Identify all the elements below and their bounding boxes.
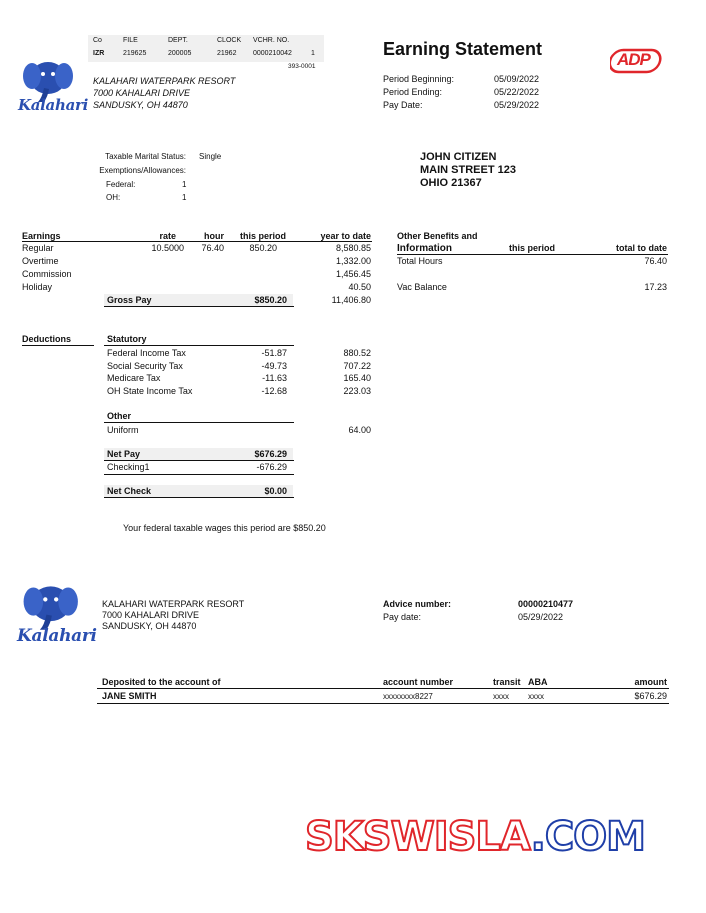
earnings-row-label: Holiday xyxy=(22,282,53,292)
watermark-part2: .COM xyxy=(530,814,645,860)
benefits-col-period: this period xyxy=(509,243,556,253)
gross-pay-label: Gross Pay xyxy=(107,295,152,305)
period-begin-value: 05/09/2022 xyxy=(494,74,540,84)
code-value-seq: 1 xyxy=(311,50,315,57)
deduction-row-label: Medicare Tax xyxy=(107,373,161,383)
benefits-row-label: Vac Balance xyxy=(397,282,447,292)
benefits-col-total: total to date xyxy=(616,243,667,253)
employee-city: OHIO 21367 xyxy=(420,177,482,189)
checking-rule xyxy=(104,474,294,475)
advice-company-city: SANDUSKY, OH 44870 xyxy=(102,621,197,631)
period-end-label: Period Ending: xyxy=(383,87,443,97)
company-name: KALAHARI WATERPARK RESORT xyxy=(93,76,236,86)
code-label-clock: CLOCK xyxy=(217,37,242,44)
earnings-header-ytd: year to date xyxy=(320,231,371,241)
benefits-row-label: Total Hours xyxy=(397,256,443,266)
net-pay-rule xyxy=(104,460,294,461)
watermark xyxy=(305,814,645,860)
employee-street: MAIN STREET 123 xyxy=(420,164,516,176)
earnings-header-period: this period xyxy=(239,231,286,241)
code-label-vchr: VCHR. NO. xyxy=(253,37,290,44)
deposit-row-name: JANE SMITH xyxy=(102,691,157,701)
code-label-dept: DEPT. xyxy=(168,37,188,44)
deduction-row-period: -12.68 xyxy=(261,386,287,396)
company-logo-bottom xyxy=(16,582,97,648)
period-end-value: 05/22/2022 xyxy=(494,87,540,97)
deposit-header-transit: transit xyxy=(493,677,521,687)
net-check-label: Net Check xyxy=(107,486,152,496)
taxable-wages-note: Your federal taxable wages this period are $850.20 xyxy=(123,523,326,533)
deduction-row-period: -11.63 xyxy=(262,373,287,383)
advice-company-name: KALAHARI WATERPARK RESORT xyxy=(102,599,245,609)
earnings-header-label: Earnings xyxy=(22,231,61,241)
deduction-row-label: Uniform xyxy=(107,425,139,435)
code-value-co: IZR xyxy=(93,50,105,57)
deduction-row-ytd: 223.03 xyxy=(343,386,371,396)
oh-value: 1 xyxy=(182,193,187,202)
checking-value: -676.29 xyxy=(256,462,287,472)
code-label-file: FILE xyxy=(123,37,138,44)
company-logo-text: Kalahari xyxy=(17,626,97,646)
code-value-clock: 21962 xyxy=(217,50,237,57)
company-logo xyxy=(16,58,86,118)
advice-number-label: Advice number: xyxy=(383,599,452,609)
deposit-header-rule xyxy=(97,688,669,689)
earnings-row-ytd: 1,456.45 xyxy=(335,269,371,279)
benefits-header-rule xyxy=(397,254,668,255)
net-pay-value: $676.29 xyxy=(254,449,287,459)
deductions-label-rule xyxy=(22,345,94,346)
earnings-row-period: 850.20 xyxy=(249,243,277,253)
earnings-row-ytd: 40.50 xyxy=(348,282,371,292)
exemptions-label: Exemptions/Allowances: xyxy=(99,166,186,175)
code-label-co: Co xyxy=(93,37,102,44)
benefits-title-1: Other Benefits and xyxy=(397,231,478,241)
deduction-row-period: -49.73 xyxy=(261,361,287,371)
oh-label: OH: xyxy=(106,193,121,202)
pay-date-label: Pay Date: xyxy=(383,100,423,110)
deduction-row-ytd: 64.00 xyxy=(348,425,371,435)
code-extra: 393-0001 xyxy=(288,63,316,70)
benefits-row-total: 17.23 xyxy=(644,282,667,292)
elephant-icon xyxy=(16,582,92,632)
net-check-rule xyxy=(104,497,294,498)
advice-number-value: 00000210477 xyxy=(518,599,574,609)
earnings-row-ytd: 1,332.00 xyxy=(335,256,371,266)
statutory-rule xyxy=(104,345,294,346)
marital-status-label: Taxable Marital Status: xyxy=(105,152,186,161)
watermark-part1: SKSWISLA xyxy=(305,814,531,860)
federal-value: 1 xyxy=(182,180,187,189)
code-value-vchr: 0000210042 xyxy=(253,50,292,57)
deduction-row-label: Federal Income Tax xyxy=(107,348,186,358)
deposit-row-transit: xxxx xyxy=(493,692,509,701)
statutory-label: Statutory xyxy=(107,334,147,344)
deduction-row-label: Social Security Tax xyxy=(107,361,183,371)
advice-pay-date-label: Pay date: xyxy=(383,612,422,622)
employee-name: JOHN CITIZEN xyxy=(420,151,497,163)
net-check-value: $0.00 xyxy=(264,486,287,496)
earnings-header-rate: rate xyxy=(159,231,176,241)
earnings-row-label: Commission xyxy=(22,269,72,279)
deposit-row-account: xxxxxxxx8227 xyxy=(383,692,433,701)
code-value-dept: 200005 xyxy=(168,50,192,57)
benefits-title-2: Information xyxy=(397,243,452,254)
pay-date-value: 05/29/2022 xyxy=(494,100,540,110)
company-city: SANDUSKY, OH 44870 xyxy=(93,100,188,110)
benefits-row-total: 76.40 xyxy=(644,256,667,266)
federal-label: Federal: xyxy=(106,180,136,189)
adp-logo-text: ADP xyxy=(617,50,650,69)
earnings-header-hour: hour xyxy=(204,231,224,241)
deposit-header-amount: amount xyxy=(634,677,667,687)
earnings-row-label: Regular xyxy=(22,243,54,253)
other-deductions-rule xyxy=(104,422,294,423)
company-logo-text: Kalahari xyxy=(18,96,88,114)
gross-pay-period: $850.20 xyxy=(254,295,287,305)
company-street: 7000 KAHALARI DRIVE xyxy=(93,88,191,98)
deduction-row-label: OH State Income Tax xyxy=(107,386,193,396)
period-begin-label: Period Beginning: xyxy=(383,74,455,84)
gross-pay-rule xyxy=(104,306,294,307)
deductions-label: Deductions xyxy=(22,334,72,344)
earnings-row-label: Overtime xyxy=(22,256,59,266)
code-value-file: 219625 xyxy=(123,50,147,57)
earnings-header-rule xyxy=(22,241,372,242)
gross-pay-ytd: 11,406.80 xyxy=(331,295,371,305)
deduction-row-ytd: 880.52 xyxy=(343,348,371,358)
deduction-row-period: -51.87 xyxy=(261,348,287,358)
advice-pay-date-value: 05/29/2022 xyxy=(518,612,564,622)
earnings-row-hour: 76.40 xyxy=(201,243,224,253)
marital-status-value: Single xyxy=(199,152,222,161)
deduction-row-ytd: 707.22 xyxy=(343,361,371,371)
deposit-row-aba: xxxx xyxy=(528,692,544,701)
earnings-row-rate: 10.5000 xyxy=(151,243,184,253)
adp-logo xyxy=(610,47,666,80)
statement-title: Earning Statement xyxy=(383,39,543,59)
deposit-header-name: Deposited to the account of xyxy=(102,677,221,687)
advice-company-street: 7000 KAHALARI DRIVE xyxy=(102,610,200,620)
deposit-header-aba: ABA xyxy=(528,677,548,687)
other-deductions-label: Other xyxy=(107,411,132,421)
deposit-row-amount: $676.29 xyxy=(634,691,667,701)
deposit-row-rule xyxy=(97,703,669,704)
deposit-header-account: account number xyxy=(383,677,454,687)
net-pay-label: Net Pay xyxy=(107,449,141,459)
deduction-row-ytd: 165.40 xyxy=(343,373,371,383)
checking-label: Checking1 xyxy=(107,462,150,472)
earnings-row-ytd: 8,580.85 xyxy=(335,243,371,253)
